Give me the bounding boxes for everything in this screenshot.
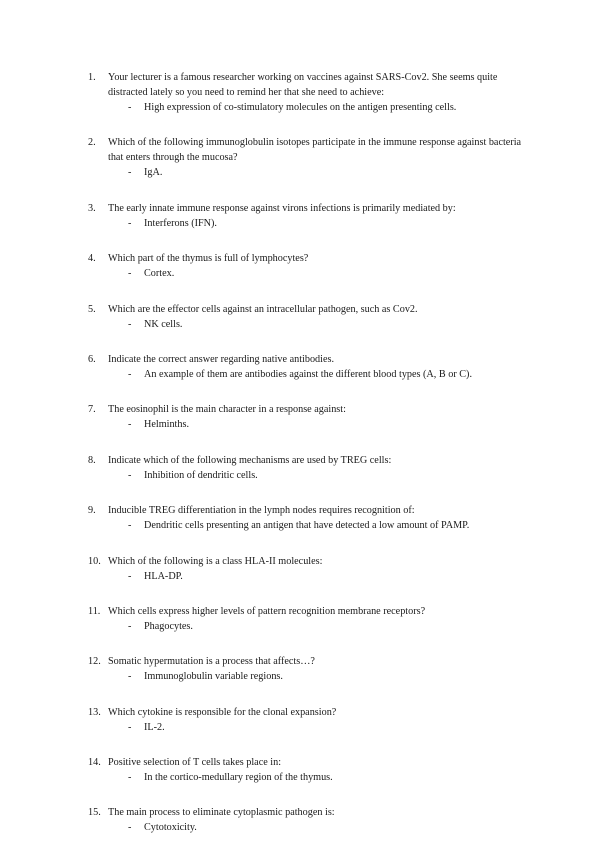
answer-line: [128, 468, 528, 483]
question-item: [88, 654, 528, 684]
question-item: [88, 705, 528, 735]
answer-text: IL-2.: [144, 721, 165, 733]
answer-text: Inhibition of dendritic cells.: [144, 469, 258, 481]
question-text: Which cells express higher levels of pattern recognition membrane receptors?: [108, 605, 426, 617]
answer-text: Interferons (IFN).: [144, 217, 217, 229]
question-number: 8.: [88, 454, 96, 466]
answer-line: [128, 165, 528, 180]
question-number: 12.: [88, 656, 101, 668]
answer-text: NK cells.: [144, 318, 183, 330]
answer-text: Dendritic cells presenting an antigen that have detected a low amount of PAMP.: [144, 520, 470, 532]
question-number: 5.: [88, 303, 96, 315]
question-item: [88, 302, 528, 332]
answer-bullet: -: [128, 469, 132, 481]
answer-bullet: -: [128, 217, 132, 229]
question-item: [88, 805, 528, 835]
question-item: [88, 604, 528, 634]
answer-text: Cortex.: [144, 268, 175, 280]
question-text: Which cytokine is responsible for the clonal expansion?: [108, 706, 337, 718]
answer-bullet: -: [128, 772, 132, 784]
question-item: [88, 201, 528, 231]
question-text: Inducible TREG differentiation in the lymph nodes requires recognition of:: [108, 505, 415, 517]
question-number: 6.: [88, 353, 96, 365]
question-text: The main process to eliminate cytoplasmic pathogen is:: [108, 807, 335, 819]
answer-bullet: -: [128, 671, 132, 683]
answer-line: [128, 569, 528, 584]
question-number: 11.: [88, 605, 101, 617]
answer-text: Immunoglobulin variable regions.: [144, 671, 283, 683]
answer-bullet: -: [128, 167, 132, 179]
question-item: [88, 402, 528, 432]
answer-line: [128, 770, 528, 785]
answer-bullet: -: [128, 419, 132, 431]
question-text: The early innate immune response against virons infections is primarily mediated by:: [108, 202, 456, 214]
question-number: 2.: [88, 137, 96, 149]
answer-bullet: -: [128, 620, 132, 632]
answer-bullet: -: [128, 318, 132, 330]
question-item: [88, 70, 528, 115]
answer-bullet: -: [128, 368, 132, 380]
answer-text: Helminths.: [144, 419, 189, 431]
answer-bullet: -: [128, 570, 132, 582]
answer-line: [128, 518, 528, 533]
question-number: 4.: [88, 253, 96, 265]
answer-text: High expression of co-stimulatory molecules on the antigen presenting cells.: [144, 102, 457, 113]
question-number: 1.: [88, 72, 96, 83]
question-item: [88, 135, 528, 180]
question-number: 15.: [88, 807, 101, 819]
answer-line: [128, 266, 528, 281]
answer-line: [128, 720, 528, 735]
question-text: Which of the following is a class HLA-II molecules:: [108, 555, 323, 567]
answer-line: [128, 100, 528, 115]
question-item: [88, 453, 528, 483]
answer-text: HLA-DP.: [144, 570, 183, 582]
answer-text: Phagocytes.: [144, 620, 193, 632]
question-item: [88, 503, 528, 533]
answer-bullet: -: [128, 721, 132, 733]
question-text: The eosinophil is the main character in a response against:: [108, 404, 346, 416]
question-text: Positive selection of T cells takes place in:: [108, 757, 282, 769]
question-text: Indicate the correct answer regarding native antibodies.: [108, 353, 335, 365]
question-item: [88, 755, 528, 785]
answer-line: [128, 619, 528, 634]
question-list: [88, 70, 528, 856]
answer-text: Cytotoxicity.: [144, 822, 197, 834]
question-number: 10.: [88, 555, 101, 567]
question-item: [88, 554, 528, 584]
answer-line: [128, 669, 528, 684]
question-number: 14.: [88, 757, 101, 769]
question-item: [88, 352, 528, 382]
answer-line: [128, 216, 528, 231]
question-number: 9.: [88, 505, 96, 517]
question-text: Your lecturer is a famous researcher working on vaccines against SARS-Cov2. She seems quite distracted lately so you need to remind her that she need to achieve:: [108, 72, 498, 98]
answer-bullet: -: [128, 822, 132, 834]
question-text: Which part of the thymus is full of lymphocytes?: [108, 253, 309, 265]
question-text: Which are the effector cells against an intracellular pathogen, such as Cov2.: [108, 303, 418, 315]
answer-bullet: -: [128, 102, 132, 113]
answer-line: [128, 367, 528, 382]
question-text: Indicate which of the following mechanisms are used by TREG cells:: [108, 454, 392, 466]
question-text: Somatic hypermutation is a process that affects…?: [108, 656, 315, 668]
answer-bullet: -: [128, 520, 132, 532]
question-number: 3.: [88, 202, 96, 214]
answer-line: [128, 417, 528, 432]
answer-text: In the cortico-medullary region of the thymus.: [144, 772, 333, 784]
answer-text: An example of them are antibodies against the different blood types (A, B or C).: [144, 368, 472, 380]
answer-text: IgA.: [144, 167, 163, 179]
answer-line: [128, 820, 528, 835]
answer-bullet: -: [128, 268, 132, 280]
question-item: [88, 251, 528, 281]
question-text: Which of the following immunoglobulin isotopes participate in the immune response against bacteria that enters through the mucosa?: [108, 137, 522, 164]
question-number: 7.: [88, 404, 96, 416]
question-number: 13.: [88, 706, 101, 718]
answer-line: [128, 317, 528, 332]
